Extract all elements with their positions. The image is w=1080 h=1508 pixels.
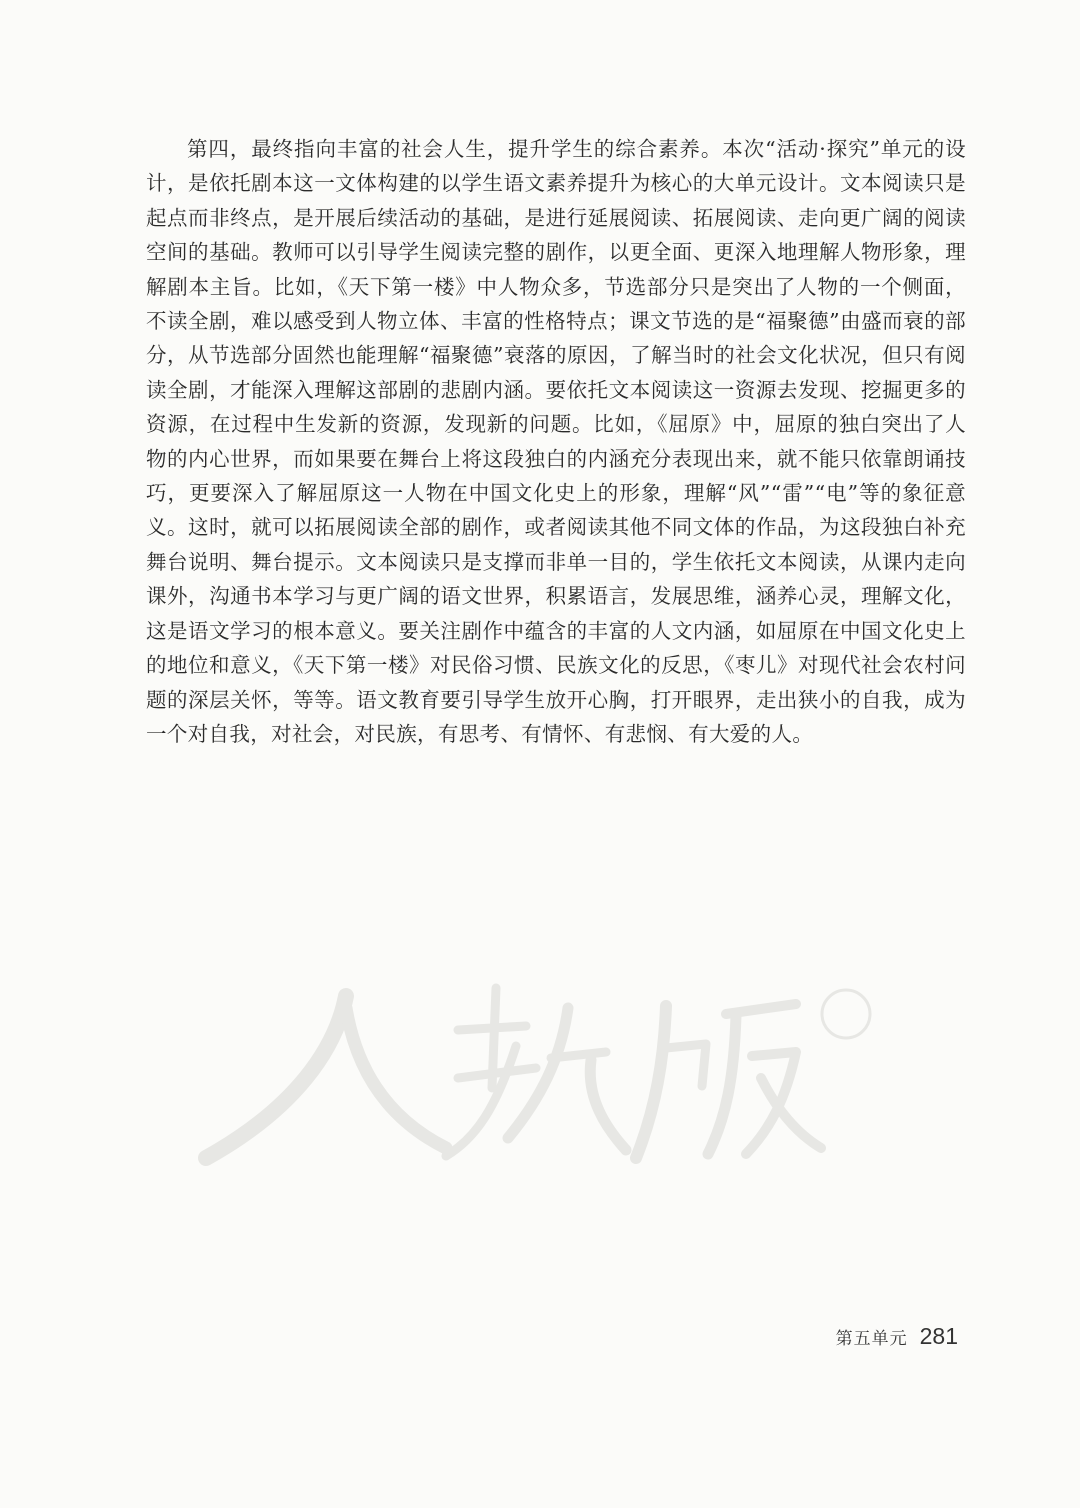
unit-label: 第五单元: [835, 1329, 908, 1349]
page-number: 281: [919, 1323, 958, 1349]
publisher-watermark-logo: [196, 968, 886, 1168]
page-footer: [836, 1323, 958, 1350]
publisher-watermark-graphic: [196, 968, 886, 1168]
body-paragraph: 第四，最终指向丰富的社会人生，提升学生的综合素养。本次“活动·探究”单元的设计，是依托剧本这一文体构建的以学生语文素养提升为核心的大单元设计。文本阅读只是起点而非终点，是开展后续活动的基础，是进行延展阅读、拓展阅读、走向更广阔的阅读空间的基础。教师可以引导学生阅读完整的剧作，以更全面、更深入地理解人物形象，理解剧本主旨。比如，《天下第一楼》中人物众多，节选部分只是突出了人物的一个侧面，不读全剧，难以感受到人物立体、丰富的性格特点；课文节选的是“福聚德”由盛而衰的部分，从节选部分固然也能理解“福聚德”衰落的原因，了解当时的社会文化状况，但只有阅读全剧，才能深入理解这部剧的悲剧内涵。要依托文本阅读这一资源去发现、挖掘更多的资源，在过程中生发新的资源，发现新的问题。比如，《屈原》中，屈原的独白突出了人物的内心世界，而如果要在舞台上将这段独白的内涵充分表现出来，就不能只依靠朗诵技巧，更要深入了解屈原这一人物在中国文化史上的形象，理解“风”“雷”“电”等的象征意义。这时，就可以拓展阅读全部的剧作，或者阅读其他不同文体的作品，为这段独白补充舞台说明、舞台提示。文本阅读只是支撑而非单一目的，学生依托文本阅读，从课内走向课外，沟通书本学习与更广阔的语文世界，积累语言，发展思维，涵养心灵，理解文化，这是语文学习的根本意义。要关注剧作中蕴含的丰富的人文内涵，如屈原在中国文化史上的地位和意义，《天下第一楼》对民俗习惯、民族文化的反思，《枣儿》对现代社会农村问题的深层关怀，等等。语文教育要引导学生放开心胸，打开眼界，走出狭小的自我，成为一个对自我，对社会，对民族，有思考、有情怀、有悲悯、有大爱的人。: [146, 137, 966, 746]
